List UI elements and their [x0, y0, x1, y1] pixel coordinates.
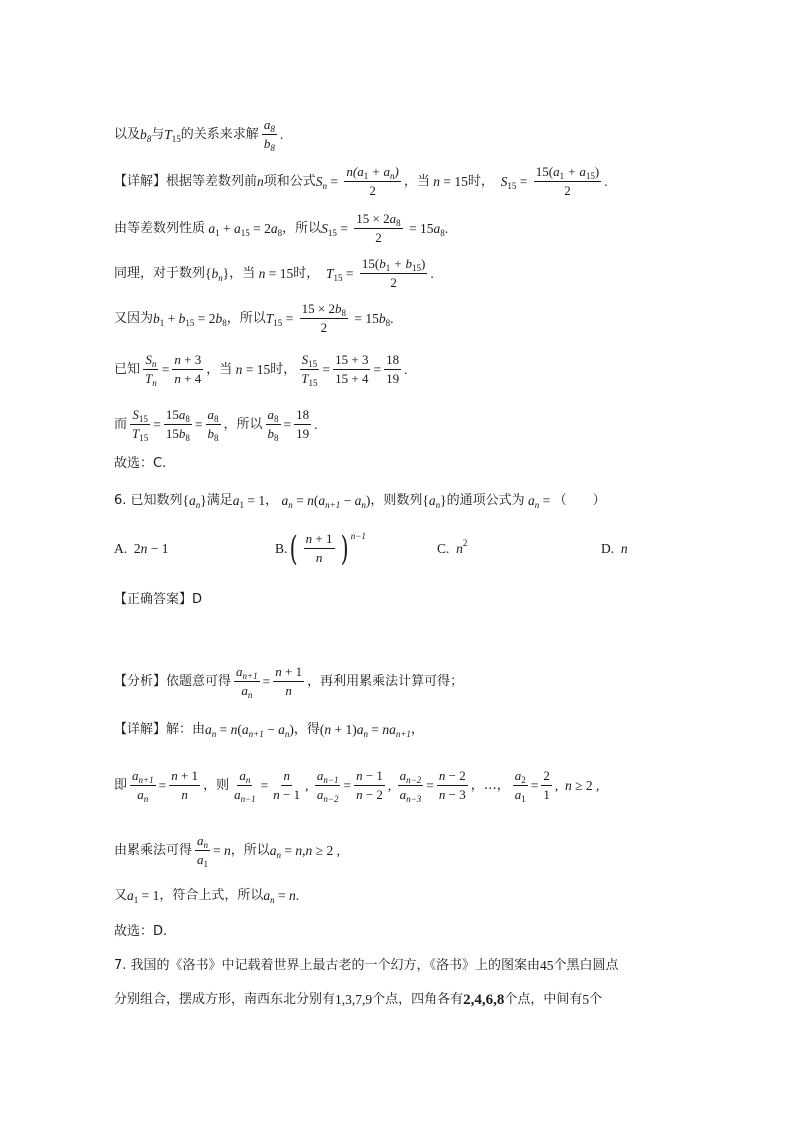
text: 2,4,6,8 [463, 992, 505, 1008]
text: （ ） [553, 493, 606, 508]
text: 个点，中间有 [504, 992, 583, 1007]
fraction: $\frac{15 \times 2b_8}{2}$ [301, 301, 347, 335]
option-a: A. 2 n − 1 [114, 541, 169, 556]
text: 由等差数列性质 [114, 220, 206, 236]
text: 项和公式 [263, 173, 316, 189]
text: 5 [582, 992, 590, 1007]
fraction: $\frac{n + 1}{n}$ [171, 768, 199, 802]
text: ，则 [203, 777, 230, 793]
answer-5 [114, 454, 166, 474]
fraction: $\frac{15(a_1 + a_{15})}{2}$ [535, 164, 600, 198]
text: 又 [114, 888, 128, 903]
detail-line-5: 已知 $\frac{S_n}{T_n}$ = $\frac{n + 3}{n + 4}$ ，当 n = 15 时， $\frac{S_{15}}{T_{15}}$ = $\frac{15 + 3}{15 + 4}$ = $\frac{18}{19}$ . [114, 352, 408, 388]
fraction: $\frac{18}{19}$ [296, 407, 310, 441]
q6-detail-line-3: 由累乘法可得 $\frac{a_n}{a_1}$ = n ，所以 $a_n$ = n , n ≥ 2 , [114, 833, 340, 869]
fraction: $\frac{n}{n - 1}$ [273, 768, 301, 802]
text: 个黑白圆点 [553, 958, 619, 973]
text: ， [265, 493, 279, 508]
q6-detail-line-2: 即 $\frac{a_{n+1}}{a_n}$ = $\frac{n + 1}{n}$ ，则 $\frac{a_n}{a_{n-1}}$ = $\frac{n}{n - 1}$ , $\frac{a_{n-1}}{a_{n-2}}$ = $\frac{n - 1}{n - 2}$ , $\frac{a_{n-2}}{a_{n-3}}$ = $\frac{n - 2}{n - 3}$ ，…， $\frac{a_2}{a_1}$ = $\frac{2}{1}$ , n ≥ 2 , [114, 768, 600, 804]
fraction: $\frac{n - 1}{n - 2}$ [356, 768, 383, 802]
text: ，则数列 [370, 493, 423, 508]
text: 故选：C. [114, 456, 167, 471]
analysis-line: 【分析】 依题意可得 $\frac{a_{n+1}}{a_n}$ = $\frac{n + 1}{n}$ ，再利用累乘法计算可得； [114, 664, 464, 700]
fraction: $\frac{a_n}{a_{n-1}}$ [234, 768, 256, 804]
question-7-line-2 [114, 990, 602, 1010]
text: 7. 我国的《洛书》中记载着世界上最古老的一个幻方，《洛书》上的图案由 [114, 958, 541, 973]
text: 依题意可得 [166, 673, 232, 689]
fraction: $\frac{18}{19}$ [386, 352, 400, 386]
text: ，再利用累乘法计算可得； [307, 673, 464, 689]
fraction: $\frac{a_{n-2}}{a_{n-3}}$ [399, 768, 422, 804]
fraction: $\frac{S_n}{T_n}$ [145, 352, 157, 388]
text: 【分析】 [114, 673, 167, 689]
question-6-stem: 6. 已知数列 { $a_n$ } 满足 a $_1$ = 1 ， $a_n$ = n ( $a_{n+1}$ − $a_n$ ) ，则数列 { $a_n$ } 的通项公式为 $a_n$ = （ ） [114, 493, 606, 510]
text: 【详解】 [114, 722, 167, 737]
fraction: $\frac{a_2}{a_1}$ [514, 768, 526, 804]
fraction: $\frac{n(a_1 + a_n)}{2}$ [346, 164, 399, 198]
option-c: C. $n^2$ [437, 538, 468, 556]
fraction: $\frac{2}{1}$ [543, 768, 550, 802]
text: ，所以 [223, 416, 263, 432]
option-b: B. ( $\frac{n + 1}{n}$ ) n−1 [275, 528, 366, 569]
text: 同理，对于数列 [114, 265, 206, 281]
text: ，所以 [226, 310, 266, 326]
text: 又因为 [114, 310, 154, 326]
fraction: $\frac{a_{n-1}}{a_{n-2}}$ [316, 768, 339, 804]
text: 以及 [114, 126, 141, 142]
text: ，所以 [282, 220, 322, 236]
text: 1,3,7,9 [335, 992, 373, 1007]
text: 时， [293, 265, 320, 281]
fraction: $\frac{a_8}{b_8}$ [263, 117, 275, 153]
text: 已知 [114, 361, 141, 377]
text: D. [601, 541, 615, 556]
fraction: $\frac{S_{15}}{T_{15}}$ [301, 352, 318, 388]
text: 即 [114, 777, 128, 793]
text: 根据等差数列前 [166, 173, 258, 189]
text: 故选：D. [114, 924, 168, 939]
text: 解：由 [166, 722, 206, 737]
correct-answer [114, 590, 202, 610]
question-7-line-1 [114, 956, 619, 976]
text: C. [437, 541, 450, 556]
fraction: $\frac{n + 1}{n}$ [275, 664, 303, 698]
text: ，得 [293, 722, 320, 737]
fraction: $\frac{n - 2}{n - 3}$ [438, 768, 466, 802]
text: 个点，四角各有 [372, 992, 464, 1007]
text: 45 [540, 958, 554, 973]
answer-6 [114, 922, 167, 942]
detail-line-4: 又因为 b $_1$ + b $_{15}$ = 2 b $_8$ ，所以 T $_{15}$ = $\frac{15 \times 2b_8}{2}$ = 15 b $_8$. [114, 301, 394, 335]
fraction: $\frac{n + 3}{n + 4}$ [174, 352, 202, 386]
text: 而 [114, 416, 128, 432]
text: ，所以 [230, 842, 270, 858]
text: 由累乘法可得 [114, 842, 193, 858]
text: B. [275, 540, 288, 556]
intro-line: 以及 $b_8$ 与 T $_{15}$ 的关系来求解 $\frac{a_8}{b_8}$ . [114, 117, 284, 153]
detail-line-6: 而 $\frac{S_{15}}{T_{15}}$ = $\frac{15a_8}{15b_8}$ = $\frac{a_8}{b_8}$ ，所以 $\frac{a_8}{b_8}$ = $\frac{18}{19}$ . [114, 407, 318, 443]
fraction: $\frac{15a_8}{15b_8}$ [165, 407, 190, 443]
text: ，当 [229, 265, 256, 281]
q6-detail-line-1: 【详解】 解：由 $a_n$ = n ( $a_{n+1}$ − $a_n$ ) ，得 ( n + 1) $a_n$ = $na_{n+1}$ ， [114, 722, 424, 739]
text: ，当 [206, 361, 233, 377]
fraction: $\frac{15 \times 2a_8}{2}$ [356, 211, 401, 245]
fraction: $\frac{a_{n+1}}{a_n}$ [236, 664, 258, 700]
text: 分别组合，摆成方形，南西东北分别有 [114, 992, 336, 1007]
fraction: $\frac{n + 1}{n}$ [305, 531, 333, 565]
text: 与 [151, 126, 165, 142]
text: ，当 [403, 173, 430, 189]
q6-detail-line-4: 又 a $_1$ = 1 ，符合上式，所以 $a_n$ = n . [114, 888, 300, 905]
text: 【正确答案】D [114, 592, 203, 607]
detail-label: 【详解】 [114, 173, 167, 189]
fraction: $\frac{a_n}{a_1}$ [197, 833, 209, 869]
fraction: $\frac{a_8}{b_8}$ [207, 407, 219, 443]
text: 个 [589, 992, 603, 1007]
detail-line-2: 由等差数列性质 a $_1$ + a $_{15}$ = 2 a $_8$ ，所以 S $_{15}$ = $\frac{15 \times 2a_8}{2}$ = 15 a $_8$. [114, 211, 449, 245]
text: 的通项公式为 [446, 493, 525, 508]
text: ，…， [470, 777, 510, 793]
text: A. [114, 541, 128, 556]
fraction: $\frac{a_8}{b_8}$ [267, 407, 279, 443]
text: 时， [467, 173, 494, 189]
text: ， [410, 722, 424, 737]
text: 的关系来求解 [180, 126, 259, 142]
text: 6. 已知数列 [114, 493, 183, 508]
fraction: $\frac{15(b_1 + b_{15})}{2}$ [361, 256, 426, 290]
detail-line-1: 【详解】 根据等差数列前 n 项和公式 $S_n$ = $\frac{n(a_1 + a_n)}{2}$ ，当 n = 15 时， S $_{15}$ = $\frac{15(a_1 + a_{15})}{2}$ . [114, 164, 608, 198]
fraction: $\frac{15 + 3}{15 + 4}$ [335, 352, 369, 386]
option-d: D. n [601, 541, 628, 556]
fraction: $\frac{a_{n+1}}{a_n}$ [132, 768, 154, 804]
detail-line-3: 同理，对于数列 { $b_n$ } ，当 n = 15 时， T $_{15}$ = $\frac{15(b_1 + b_{15})}{2}$ . [114, 256, 434, 290]
fraction: $\frac{S_{15}}{T_{15}}$ [132, 407, 149, 443]
text: 时， [270, 361, 297, 377]
text: 满足 [206, 493, 233, 508]
text: ，符合上式，所以 [159, 888, 264, 903]
